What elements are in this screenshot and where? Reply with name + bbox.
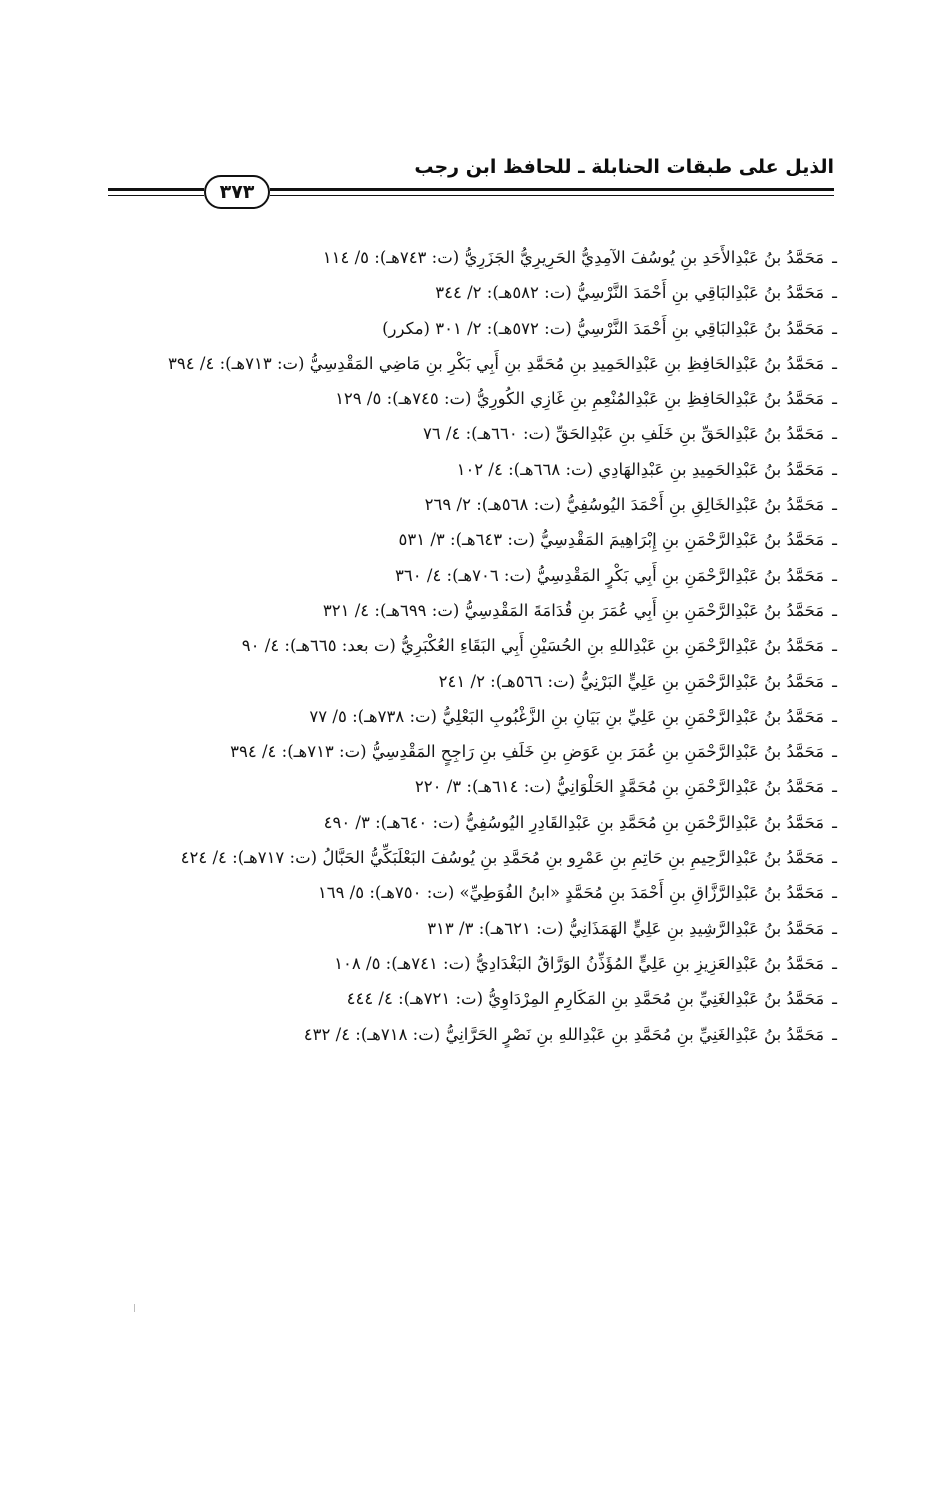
index-entry [117, 699, 837, 734]
entry-dash: ـ [832, 424, 837, 444]
entry-dash: ـ [832, 459, 837, 479]
entry-text: مَحَمَّدُ بنُ عَبْدِالغَنِيِّ بنِ مُحَمَّدِ بنِ المَكَارِمِ المِرْدَاوِيُّ (ت: ٧٢١هـ): ٤/ ٤٤٤ [346, 989, 825, 1009]
index-entry [117, 487, 837, 522]
index-entry [117, 275, 837, 310]
entry-dash: ـ [832, 636, 837, 656]
index-entry [117, 875, 837, 910]
index-entry [117, 805, 837, 840]
header-rule-right-thin [270, 195, 834, 196]
header-rule-left-thin [108, 195, 204, 196]
index-entry [117, 558, 837, 593]
entry-dash: ـ [832, 671, 837, 691]
entry-text: مَحَمَّدُ بنُ عَبْدِالرَّحْمَنِ بنِ عَلِيِّ بنِ بَيَانِ بنِ الزَّغْبُوبِ البَعْلِيُّ (ت: ٧٣٨هـ): ٥/ ٧٧ [309, 706, 825, 726]
entry-dash: ـ [832, 706, 837, 726]
entry-dash: ـ [832, 812, 837, 832]
header-rule-left-thick [108, 188, 204, 191]
page-number: ٣٧٣ [204, 175, 270, 209]
scan-mark [134, 1304, 135, 1312]
entry-text: مَحَمَّدُ بنُ عَبْدِالحَمِيدِ بنِ عَبْدِالهَادِي (ت: ٦٦٨هـ): ٤/ ١٠٢ [456, 459, 825, 479]
entry-text: مَحَمَّدُ بنُ عَبْدِالرَّحِيمِ بنِ حَاتِمِ بنِ عَمْرِو بنِ مُحَمَّدِ بنِ يُوسُفَ البَعْلَبَكِّيُّ الحَبَّالُ (ت: ٧١٧هـ): ٤/ ٤٢٤ [180, 848, 825, 868]
entry-text: مَحَمَّدُ بنُ عَبْدِالرَّحْمَنِ بنِ إِبْرَاهِيمَ المَقْدِسِيُّ (ت: ٦٤٣هـ): ٣/ ٥٣١ [398, 530, 825, 550]
entry-text: مَحَمَّدُ بنُ عَبْدِالرَّحْمَنِ بنِ مُحَمَّدِ بنِ عَبْدِالقَادِرِ اليُوسُفِيُّ (ت: ٦٤٠هـ): ٣/ ٤٩٠ [323, 812, 825, 832]
book-title: الذيل على طبقات الحنابلة ـ للحافظ ابن رجب [414, 156, 834, 178]
index-entry [117, 840, 837, 875]
index-entry-list [117, 240, 837, 1052]
entry-dash: ـ [832, 989, 837, 1009]
entry-text: مَحَمَّدُ بنُ عَبْدِالحَافِظِ بنِ عَبْدِالحَمِيدِ بنِ مُحَمَّدِ بنِ أَبِي بَكْرِ بنِ مَاضِي المَقْدِسِيُّ (ت: ٧١٣هـ): ٤/ ٣٩٤ [168, 353, 825, 373]
entry-dash: ـ [832, 530, 837, 550]
entry-text: مَحَمَّدُ بنُ عَبْدِالرَّشِيدِ بنِ عَلِيٍّ الهَمَذَانِيُّ (ت: ٦٢١هـ): ٣/ ٣١٣ [427, 918, 825, 938]
index-entry [117, 664, 837, 699]
entry-dash: ـ [832, 883, 837, 903]
header-rule-right-thick [270, 188, 834, 191]
entry-dash: ـ [832, 389, 837, 409]
entry-text: مَحَمَّدُ بنُ عَبْدِالرَّزَّاقِ بنِ أَحْمَدَ بنِ مُحَمَّدٍ «ابنُ الفُوَطِيِّ» (ت: ٧٥٠هـ): ٥/ ١٦٩ [317, 883, 825, 903]
entry-dash: ـ [832, 742, 837, 762]
index-entry [117, 522, 837, 557]
index-entry [117, 946, 837, 981]
entry-text: مَحَمَّدُ بنُ عَبْدِالرَّحْمَنِ بنِ عُمَرَ بنِ عَوَضِ بنِ خَلَفِ بنِ رَاجِحٍ المَقْدِسِيُّ (ت: ٧١٣هـ): ٤/ ٣٩٤ [230, 742, 825, 762]
index-entry [117, 1017, 837, 1052]
entry-dash: ـ [832, 848, 837, 868]
entry-text: مَحَمَّدُ بنُ عَبْدِالرَّحْمَنِ بنِ أَبِي عُمَرَ بنِ قُدَامَةَ المَقْدِسِيُّ (ت: ٦٩٩هـ): ٤/ ٣٢١ [322, 600, 825, 620]
entry-text: مَحَمَّدُ بنُ عَبْدِالغَنِيِّ بنِ مُحَمَّدِ بنِ عَبْدِاللهِ بنِ نَصْرٍ الحَرَّانِيُّ (ت: ٧١٨هـ): ٤/ ٤٣٢ [303, 1024, 825, 1044]
entry-text: مَحَمَّدُ بنُ عَبْدِالرَّحْمَنِ بنِ مُحَمَّدٍ الحَلْوَانِيُّ (ت: ٦١٤هـ): ٣/ ٢٢٠ [414, 777, 825, 797]
index-entry [117, 628, 837, 663]
entry-text: مَحَمَّدُ بنُ عَبْدِالرَّحْمَنِ بنِ أَبِي بَكْرٍ المَقْدِسِيُّ (ت: ٧٠٦هـ): ٤/ ٣٦٠ [395, 565, 825, 585]
entry-text: مَحَمَّدُ بنُ عَبْدِالبَاقِي بنِ أَحْمَدَ النَّرْسِيُّ (ت: ٥٧٢هـ): ٢/ ٣٠١ (مكرر) [382, 318, 825, 338]
entry-dash: ـ [832, 1024, 837, 1044]
entry-text: مَحَمَّدُ بنُ عَبْدِالبَاقِي بنِ أَحْمَدَ النَّرْسِيُّ (ت: ٥٨٢هـ): ٢/ ٣٤٤ [435, 283, 825, 303]
entry-text: مَحَمَّدُ بنُ عَبْدِالرَّحْمَنِ بنِ عَبْدِاللهِ بنِ الحُسَيْنِ أَبِي البَقَاءِ العُكْبَرِيُّ (ت بعد: ٦٦٥هـ): ٤/ ٩٠ [241, 636, 825, 656]
entry-text: مَحَمَّدُ بنُ عَبْدِالرَّحْمَنِ بنِ عَلِيٍّ البَرْنِيُّ (ت: ٥٦٦هـ): ٢/ ٢٤١ [438, 671, 825, 691]
entry-dash: ـ [832, 495, 837, 515]
entry-dash: ـ [832, 318, 837, 338]
entry-text: مَحَمَّدُ بنُ عَبْدِالأَحَدِ بنِ يُوسُفَ الآمِدِيُّ الحَرِيرِيُّ الجَزَرِيُّ (ت: ٧٤٣هـ): ٥/ ١١٤ [322, 248, 825, 267]
entry-dash: ـ [832, 248, 837, 267]
index-entry [117, 346, 837, 381]
entry-dash: ـ [832, 565, 837, 585]
entry-dash: ـ [832, 600, 837, 620]
entry-text: مَحَمَّدُ بنُ عَبْدِالحَقِّ بنِ خَلَفِ بنِ عَبْدِالحَقِّ (ت: ٦٦٠هـ): ٤/ ٧٦ [422, 424, 825, 444]
entry-dash: ـ [832, 283, 837, 303]
index-entry [117, 734, 837, 769]
index-entry [117, 311, 837, 346]
entry-text: مَحَمَّدُ بنُ عَبْدِالحَافِظِ بنِ عَبْدِالمُنْعِمِ بنِ غَازِي الكُورِيُّ (ت: ٧٤٥هـ): ٥/ ١٢٩ [335, 389, 825, 409]
entry-dash: ـ [832, 777, 837, 797]
index-entry [117, 240, 837, 275]
entry-dash: ـ [832, 353, 837, 373]
running-header [108, 150, 834, 220]
index-entry [117, 452, 837, 487]
index-entry [117, 381, 837, 416]
index-entry [117, 593, 837, 628]
entry-dash: ـ [832, 953, 837, 973]
entry-text: مَحَمَّدُ بنُ عَبْدِالخَالِقِ بنِ أَحْمَدَ اليُوسُفِيُّ (ت: ٥٦٨هـ): ٢/ ٢٦٩ [424, 495, 825, 515]
entry-dash: ـ [832, 918, 837, 938]
index-entry [117, 416, 837, 451]
entry-text: مَحَمَّدُ بنُ عَبْدِالعَزِيزِ بنِ عَلِيٍّ المُؤَذِّنُ الوَرَّاقُ البَغْدَادِيُّ (ت: ٧٤١هـ): ٥/ ١٠٨ [334, 953, 825, 973]
index-entry [117, 769, 837, 804]
index-entry [117, 981, 837, 1016]
index-entry [117, 911, 837, 946]
